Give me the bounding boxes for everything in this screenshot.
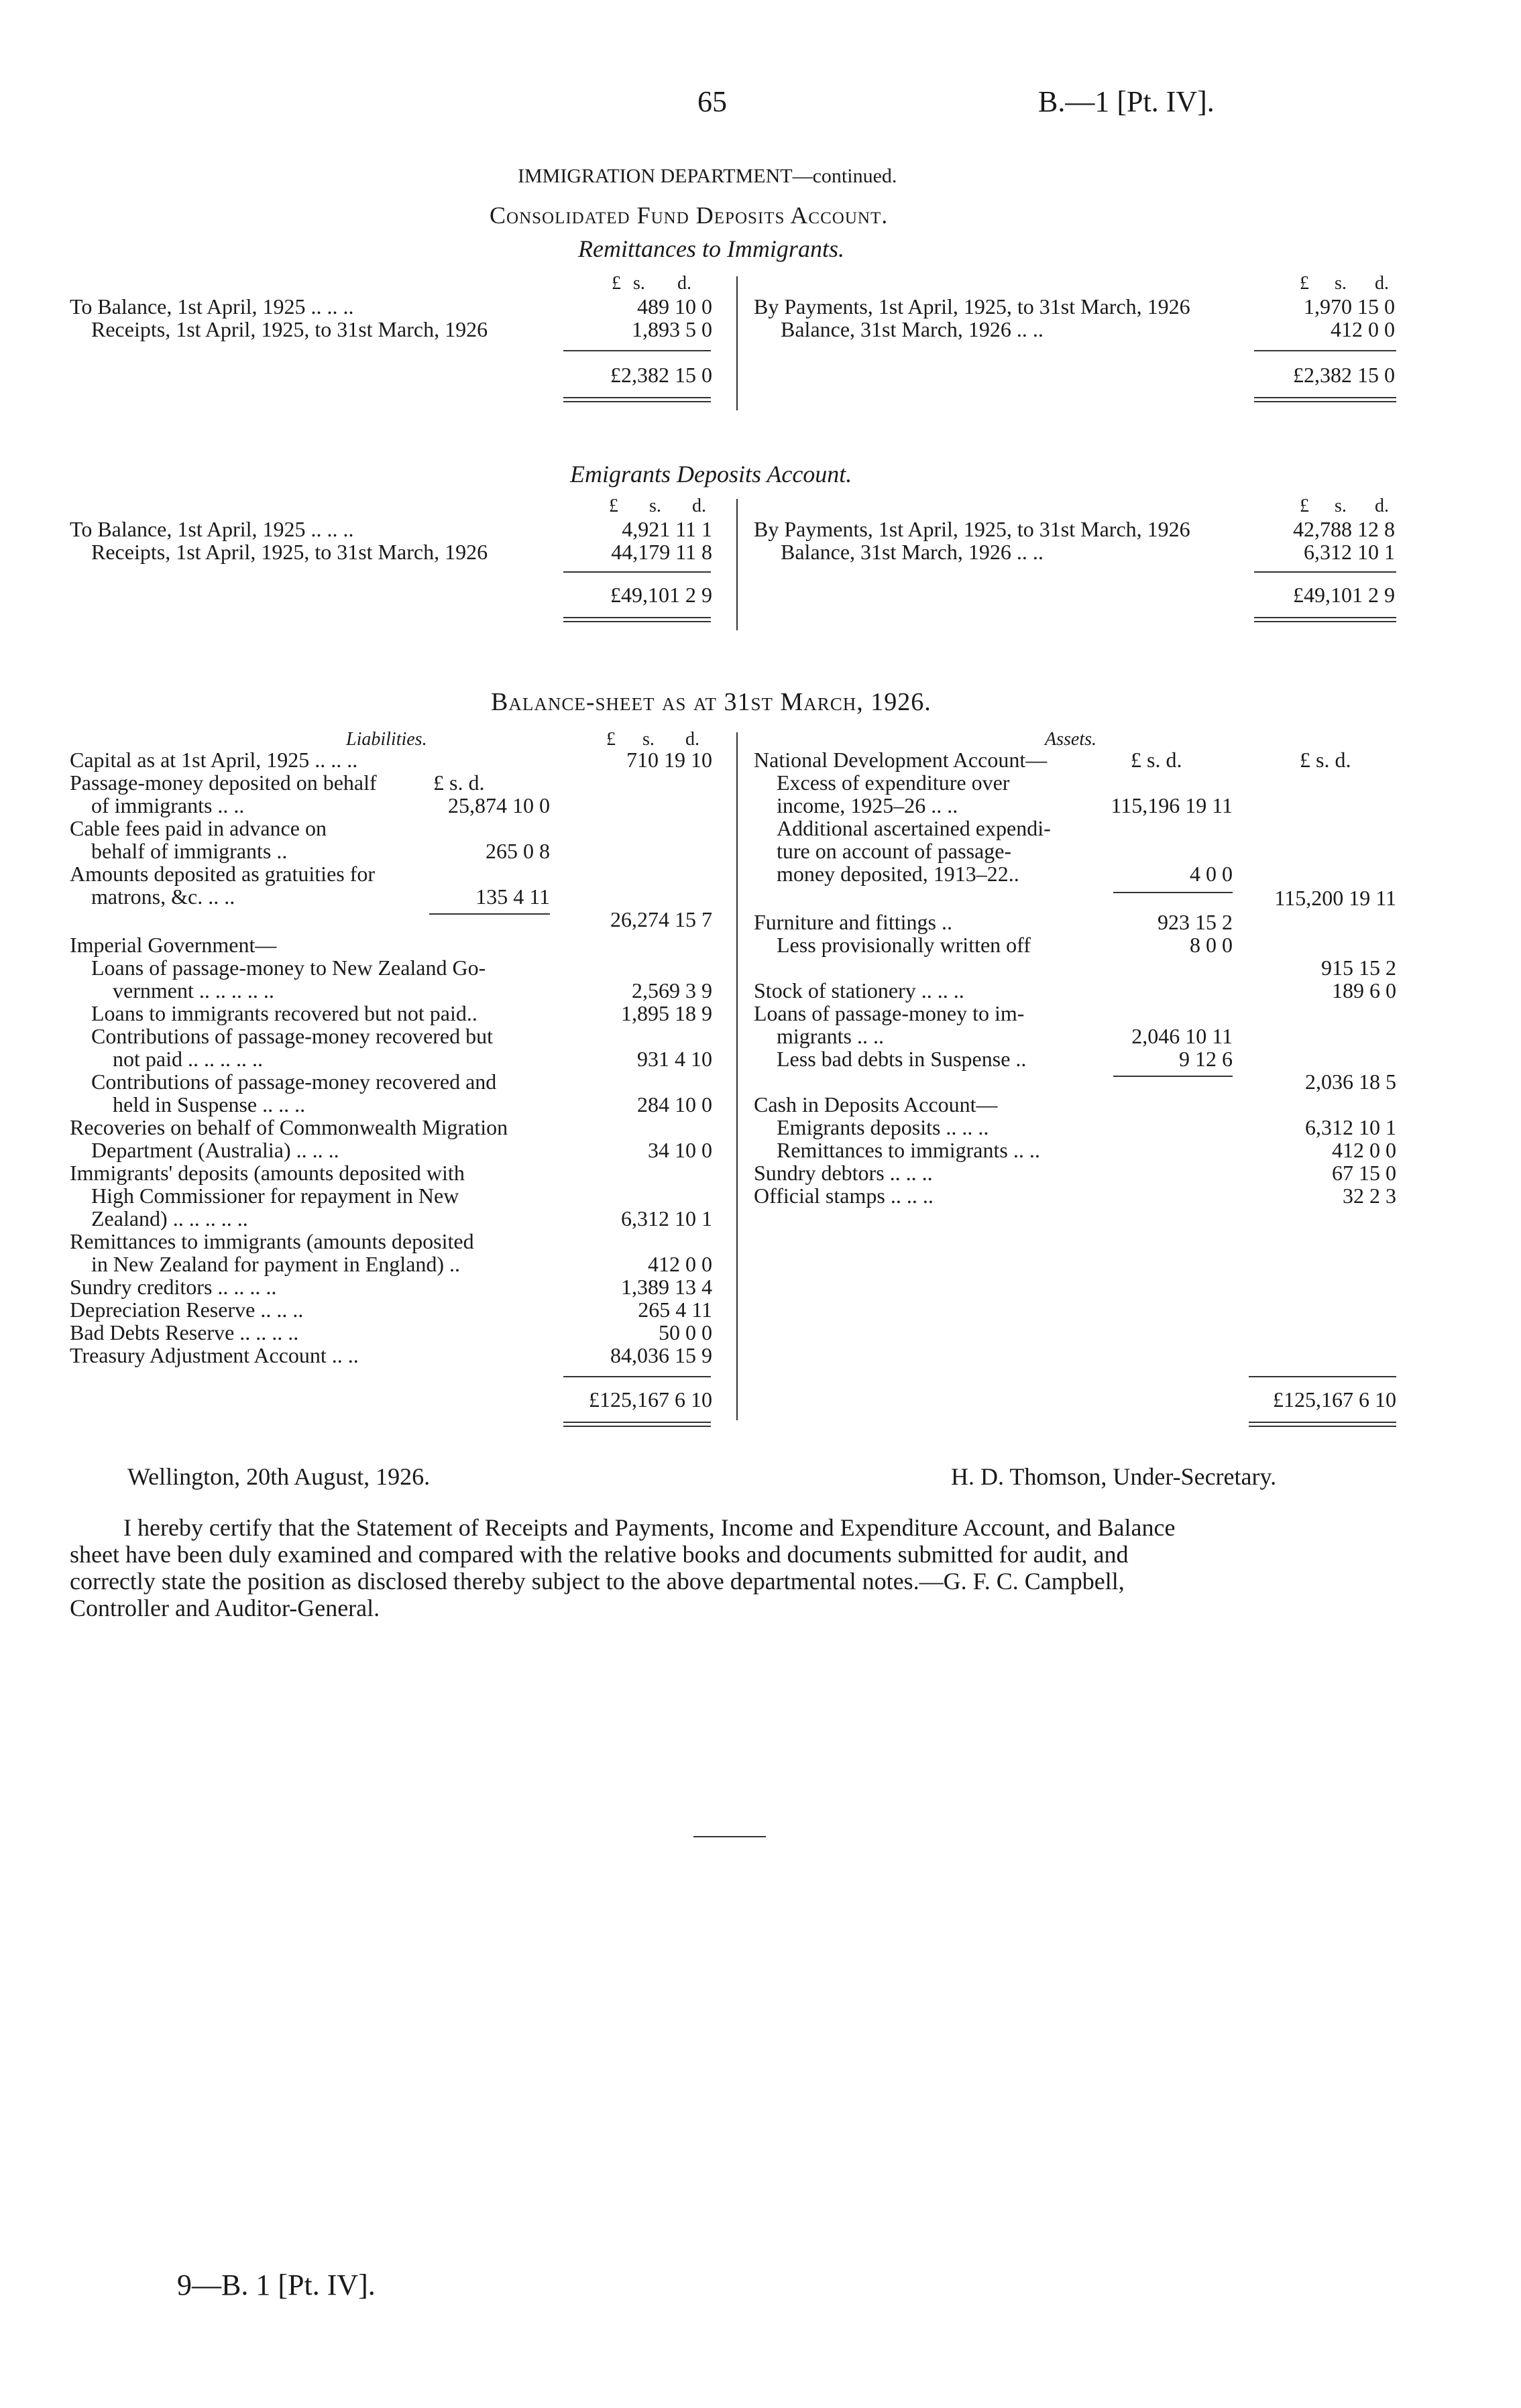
emigrants-left-total: £49,101 2 9	[610, 583, 712, 607]
liability-gratuities-amount: 135 4 11	[475, 884, 550, 909]
balance-sheet-column-divider	[736, 732, 738, 1420]
liability-imperial-government: Imperial Government—	[70, 933, 277, 957]
remittances-column-divider	[736, 276, 738, 410]
asset-sundry-debtors-amount: 67 15 0	[1332, 1161, 1396, 1185]
liability-immigrants-deposits-amount: 6,312 10 1	[621, 1206, 712, 1230]
currency-pound-header: £	[606, 729, 616, 750]
liability-loans-recovered: Loans to immigrants recovered but not paid..	[91, 1001, 477, 1025]
emigrants-right-row-1: By Payments, 1st April, 1925, to 31st March, 1926	[754, 517, 1190, 541]
remittances-left-amount-2: 1,893 5 0	[632, 317, 712, 341]
liability-sundry-creditors-amount: 1,389 13 4	[621, 1275, 712, 1299]
liability-commonwealth-recoveries-amount: 34 10 0	[648, 1138, 712, 1162]
remittances-right-row-2: Balance, 31st March, 1926 .. ..	[781, 317, 1044, 341]
department-heading: IMMIGRATION DEPARTMENT—continued.	[518, 165, 897, 187]
remittances-right-amount-1: 1,970 15 0	[1304, 294, 1395, 319]
emigrants-left-row-1: To Balance, 1st April, 1925 .. .. ..	[70, 517, 354, 541]
remittances-left-rule	[563, 350, 711, 351]
currency-pence-header: d.	[692, 496, 706, 516]
liability-gratuities-cont: matrons, &c. .. ..	[91, 884, 235, 909]
remittances-left-amount-1: 489 10 0	[637, 294, 712, 319]
document-reference: B.—1 [Pt. IV].	[1038, 85, 1215, 118]
liability-contributions-not-paid: Contributions of passage-money recovered but	[91, 1024, 493, 1048]
asset-cash-deposits: Cash in Deposits Account—	[754, 1092, 998, 1116]
liability-remittances-cont: in New Zealand for payment in England) ..	[91, 1252, 461, 1276]
currency-shilling-header: s.	[1335, 273, 1347, 294]
asset-excess-expenditure-amount: 115,196 19 11	[1111, 793, 1233, 817]
liability-passage-money-cont: of immigrants .. ..	[91, 793, 245, 817]
page-number: 65	[697, 85, 727, 118]
liability-depreciation-reserve: Depreciation Reserve .. .. ..	[70, 1298, 304, 1322]
emigrants-right-rule	[1254, 571, 1396, 573]
currency-pound-header: £	[1300, 496, 1309, 516]
asset-loans-passage-money-cont: migrants .. ..	[777, 1024, 884, 1048]
asset-sub-currency-header: £ s. d.	[1131, 748, 1182, 772]
liability-cable-fees-amount: 265 0 8	[486, 839, 550, 863]
asset-loans-passage-money-amount: 2,046 10 11	[1131, 1024, 1233, 1048]
signature-place-date: Wellington, 20th August, 1926.	[127, 1463, 431, 1490]
asset-additional-expenditure-amount: 4 0 0	[1190, 862, 1233, 886]
liability-contributions-suspense-cont: held in Suspense .. .. ..	[113, 1092, 306, 1116]
emigrants-right-amount-2: 6,312 10 1	[1304, 540, 1395, 564]
emigrants-right-double-rule	[1254, 617, 1396, 622]
asset-excess-expenditure: Excess of expenditure over	[777, 770, 1010, 795]
liability-subtotal-rule	[429, 913, 550, 915]
liability-treasury-adjustment-amount: 84,036 15 9	[610, 1343, 712, 1367]
remittances-left-row-1: To Balance, 1st April, 1925 .. .. ..	[70, 294, 354, 319]
liability-treasury-adjustment: Treasury Adjustment Account .. ..	[70, 1343, 359, 1367]
liability-remittances-amount: 412 0 0	[648, 1252, 712, 1276]
remittances-left-row-2: Receipts, 1st April, 1925, to 31st March, 1926	[91, 317, 488, 341]
asset-loans-rule	[1113, 1076, 1233, 1077]
liability-loans-nz-government-amount: 2,569 3 9	[632, 978, 712, 1002]
asset-furniture-net: 915 15 2	[1321, 956, 1396, 980]
liability-sundry-creditors: Sundry creditors .. .. .. ..	[70, 1275, 277, 1299]
remittances-right-total: £2,382 15 0	[1293, 363, 1395, 387]
emigrants-subtitle: Emigrants Deposits Account.	[570, 461, 852, 488]
currency-pence-header: d.	[1375, 273, 1389, 294]
asset-loans-net: 2,036 18 5	[1305, 1070, 1396, 1094]
liability-immigrants-deposits-cont2: Zealand) .. .. .. .. ..	[91, 1206, 248, 1230]
certificate-line-3: correctly state the position as disclosed thereby subject to the above departmental notes.—G. F. C. Campbell,	[70, 1568, 1125, 1595]
asset-loans-passage-money: Loans of passage-money to im-	[754, 1001, 1025, 1025]
asset-sundry-debtors: Sundry debtors .. .. ..	[754, 1161, 933, 1185]
asset-national-development-total: 115,200 19 11	[1274, 886, 1396, 910]
liability-loans-nz-government: Loans of passage-money to New Zealand Go-	[91, 956, 486, 980]
asset-national-development: National Development Account—	[754, 748, 1048, 772]
emigrants-right-row-2: Balance, 31st March, 1926 .. ..	[781, 540, 1044, 564]
assets-total-double-rule	[1249, 1422, 1396, 1427]
asset-official-stamps-amount: 32 2 3	[1343, 1184, 1396, 1208]
currency-shilling-header: s.	[633, 273, 645, 294]
asset-bad-debts-suspense-amount: 9 12 6	[1179, 1047, 1233, 1071]
currency-pound-header: £	[612, 273, 621, 294]
assets-total-rule	[1249, 1376, 1396, 1377]
emigrants-right-total: £49,101 2 9	[1293, 583, 1395, 607]
liability-cable-fees-cont: behalf of immigrants ..	[91, 839, 288, 863]
liability-sub-currency-header: £ s. d.	[433, 770, 485, 795]
liabilities-total: £125,167 6 10	[589, 1387, 712, 1412]
asset-remittances: Remittances to immigrants .. ..	[777, 1138, 1040, 1162]
liability-capital-amount: 710 19 10	[626, 748, 712, 772]
footer-reference: 9—B. 1 [Pt. IV].	[177, 2269, 376, 2301]
emigrants-left-double-rule	[563, 617, 711, 622]
emigrants-column-divider	[736, 499, 738, 630]
asset-remittances-amount: 412 0 0	[1332, 1138, 1396, 1162]
liability-commonwealth-recoveries: Recoveries on behalf of Commonwealth Migration	[70, 1115, 508, 1139]
liability-bad-debts-reserve-amount: 50 0 0	[659, 1320, 712, 1344]
liability-loans-recovered-amount: 1,895 18 9	[621, 1001, 712, 1025]
liability-deposits-subtotal: 26,274 15 7	[610, 907, 712, 931]
asset-furniture-fittings-amount: 923 15 2	[1158, 910, 1233, 934]
asset-additional-expenditure: Additional ascertained expendi-	[777, 816, 1051, 840]
liabilities-heading: Liabilities.	[346, 729, 427, 750]
liabilities-total-rule	[563, 1376, 711, 1377]
currency-pound-header: £	[609, 496, 618, 516]
asset-written-off-amount: 8 0 0	[1190, 933, 1233, 957]
asset-development-rule	[1113, 892, 1233, 893]
liability-bad-debts-reserve: Bad Debts Reserve .. .. .. ..	[70, 1320, 299, 1344]
liability-capital: Capital as at 1st April, 1925 .. .. ..	[70, 748, 358, 772]
currency-shilling-header: s.	[1335, 496, 1347, 516]
currency-pence-header: d.	[1375, 496, 1389, 516]
balance-sheet-title: Balance-sheet as at 31st March, 1926.	[491, 688, 932, 716]
emigrants-left-row-2: Receipts, 1st April, 1925, to 31st March, 1926	[91, 540, 488, 564]
currency-shilling-header: s.	[649, 496, 661, 516]
emigrants-left-amount-2: 44,179 11 8	[611, 540, 712, 564]
certificate-line-1: I hereby certify that the Statement of Receipts and Payments, Income and Expenditure Account, and Balance	[123, 1514, 1176, 1541]
currency-pence-header: d.	[685, 729, 699, 750]
liability-contributions-not-paid-amount: 931 4 10	[637, 1047, 712, 1071]
certificate-line-2: sheet have been duly examined and compared with the relative books and documents submitted for audit, and	[70, 1541, 1129, 1568]
asset-written-off: Less provisionally written off	[777, 933, 1031, 957]
account-title: Consolidated Fund Deposits Account.	[490, 202, 889, 229]
emigrants-right-amount-1: 42,788 12 8	[1293, 517, 1395, 541]
emigrants-left-rule	[563, 571, 711, 573]
asset-furniture-fittings: Furniture and fittings ..	[754, 910, 952, 934]
asset-additional-expenditure-cont2: money deposited, 1913–22..	[777, 862, 1019, 886]
asset-bad-debts-suspense: Less bad debts in Suspense ..	[777, 1047, 1027, 1071]
asset-excess-expenditure-cont: income, 1925–26 .. ..	[777, 793, 958, 817]
certificate-line-4: Controller and Auditor-General.	[70, 1595, 380, 1621]
liability-cable-fees: Cable fees paid in advance on	[70, 816, 327, 840]
end-rule	[693, 1836, 766, 1837]
liability-passage-money: Passage-money deposited on behalf	[70, 770, 377, 795]
liability-contributions-suspense: Contributions of passage-money recovered and	[91, 1070, 497, 1094]
asset-official-stamps: Official stamps .. .. ..	[754, 1184, 934, 1208]
asset-emigrants-deposits: Emigrants deposits .. .. ..	[777, 1115, 989, 1139]
emigrants-left-amount-1: 4,921 11 1	[622, 517, 712, 541]
remittances-left-double-rule	[563, 397, 711, 402]
liability-contributions-not-paid-cont: not paid .. .. .. .. ..	[113, 1047, 263, 1071]
currency-shilling-header: s.	[642, 729, 655, 750]
remittances-right-double-rule	[1254, 397, 1396, 402]
currency-pound-header: £	[1300, 273, 1309, 294]
asset-emigrants-deposits-amount: 6,312 10 1	[1305, 1115, 1396, 1139]
liability-contributions-suspense-amount: 284 10 0	[637, 1092, 712, 1116]
remittances-right-row-1: By Payments, 1st April, 1925, to 31st March, 1926	[754, 294, 1190, 319]
liability-immigrants-deposits: Immigrants' deposits (amounts deposited with	[70, 1161, 465, 1185]
liability-gratuities: Amounts deposited as gratuities for	[70, 862, 376, 886]
remittances-left-total: £2,382 15 0	[610, 363, 712, 387]
remittances-subtitle: Remittances to Immigrants.	[578, 235, 844, 262]
liability-depreciation-reserve-amount: 265 4 11	[638, 1298, 712, 1322]
liability-remittances: Remittances to immigrants (amounts deposited	[70, 1229, 474, 1253]
remittances-right-amount-2: 412 0 0	[1331, 317, 1395, 341]
assets-total: £125,167 6 10	[1273, 1387, 1396, 1412]
assets-heading: Assets.	[1045, 729, 1096, 750]
liability-loans-nz-government-cont: vernment .. .. .. .. ..	[113, 978, 274, 1002]
liability-immigrants-deposits-cont1: High Commissioner for repayment in New	[91, 1184, 459, 1208]
signature-signatory: H. D. Thomson, Under-Secretary.	[951, 1463, 1277, 1490]
liability-commonwealth-recoveries-cont: Department (Australia) .. .. ..	[91, 1138, 339, 1162]
asset-stock-stationery-amount: 189 6 0	[1332, 978, 1396, 1002]
remittances-right-rule	[1254, 350, 1396, 351]
asset-stock-stationery: Stock of stationery .. .. ..	[754, 978, 964, 1002]
currency-pence-header: d.	[677, 273, 691, 294]
liability-passage-money-amount: 25,874 10 0	[448, 793, 550, 817]
asset-additional-expenditure-cont1: ture on account of passage-	[777, 839, 1012, 863]
liabilities-total-double-rule	[563, 1422, 711, 1427]
asset-main-currency-header: £ s. d.	[1300, 748, 1351, 772]
